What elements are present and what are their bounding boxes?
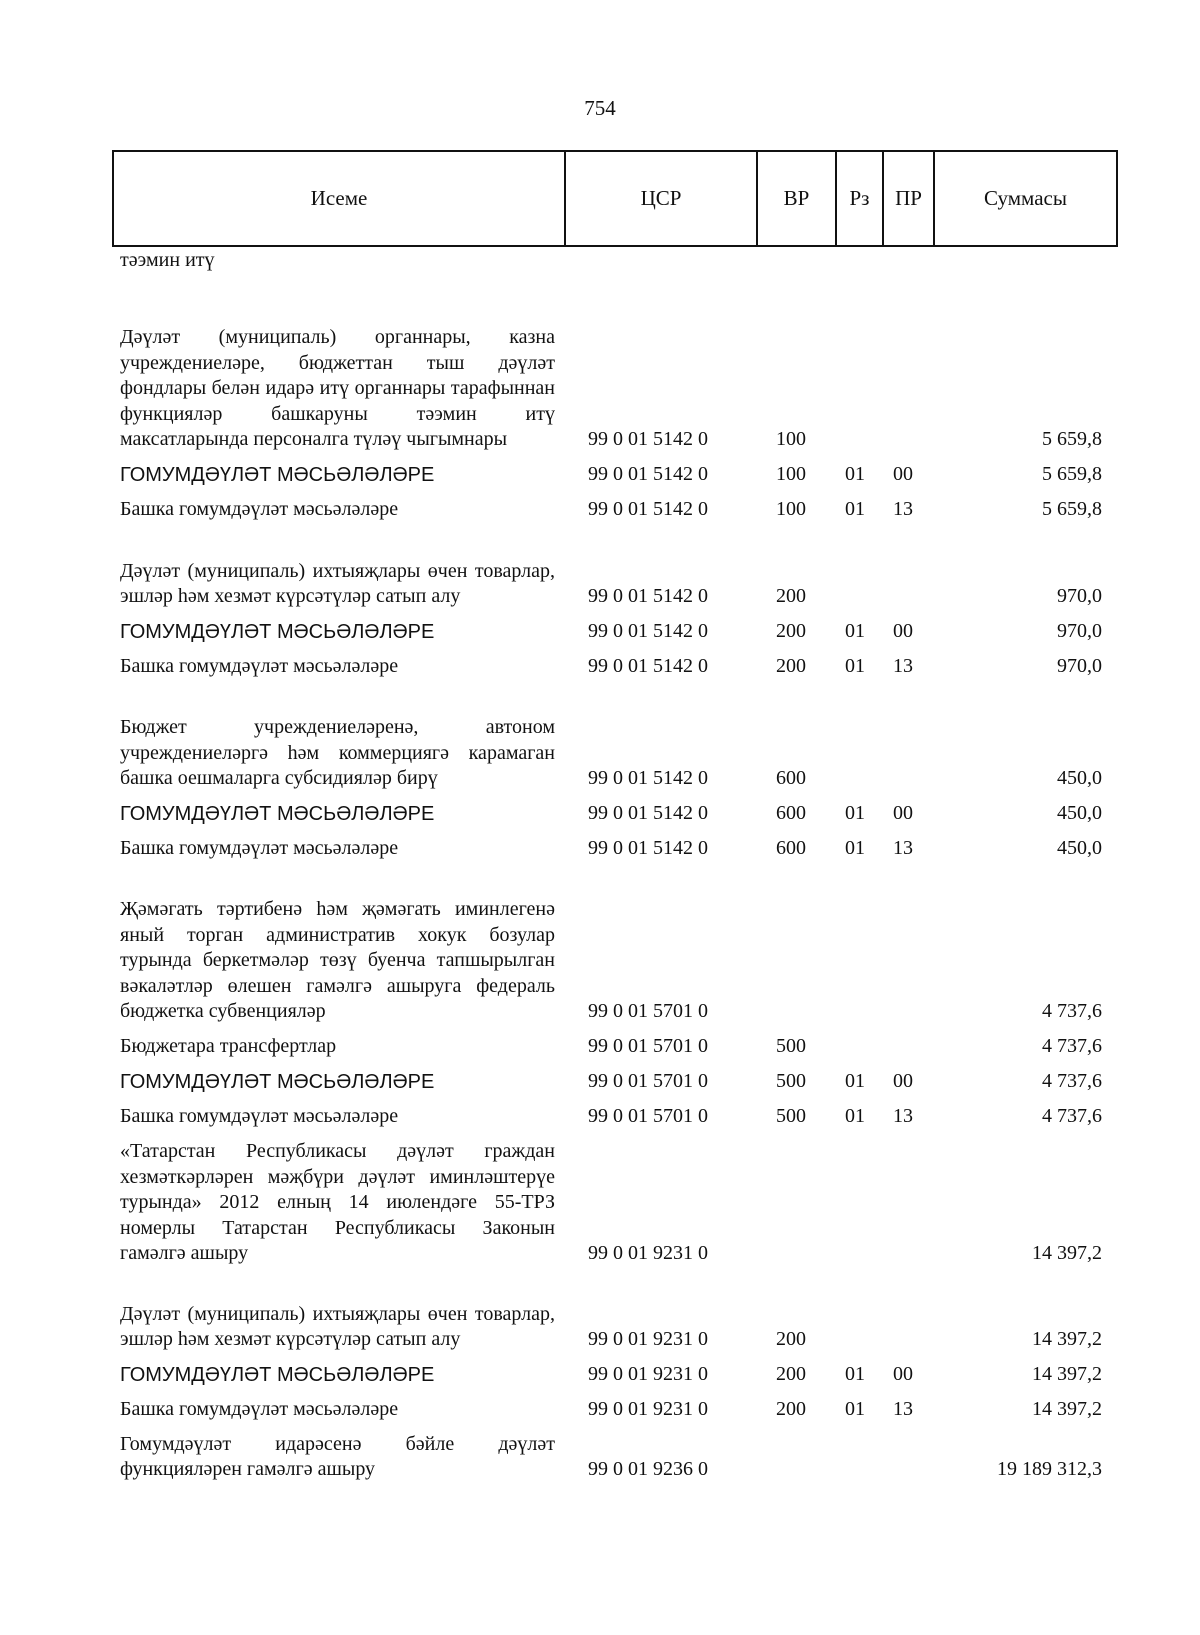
row-name: Дәүләт (муниципаль) ихтыяҗлары өчен товарлар, эшләр һәм хезмәт күрсәтүләр сатып алу	[120, 1302, 555, 1351]
row-vr: 200	[776, 620, 806, 643]
row-vr: 200	[776, 1328, 806, 1351]
row-sum: 4 737,6	[1042, 1070, 1102, 1093]
row-sum: 4 737,6	[1042, 1000, 1102, 1023]
header-sum: Суммасы	[984, 186, 1067, 210]
row-sum: 450,0	[1057, 837, 1102, 860]
table-row	[0, 488, 1200, 523]
row-rz: 01	[845, 1363, 865, 1386]
row-sum: 5 659,8	[1042, 498, 1102, 521]
table-row	[0, 453, 1200, 488]
row-vr: 500	[776, 1070, 806, 1093]
row-vr: 600	[776, 767, 806, 790]
row-sum: 4 737,6	[1042, 1105, 1102, 1128]
table-row	[0, 1267, 1200, 1353]
table-header	[112, 150, 1118, 247]
row-pr: 00	[893, 1363, 913, 1386]
row-sum: 14 397,2	[1032, 1242, 1102, 1265]
row-sum: 970,0	[1057, 585, 1102, 608]
row-vr: 100	[776, 428, 806, 451]
row-sum: 450,0	[1057, 767, 1102, 790]
row-sum: 4 737,6	[1042, 1035, 1102, 1058]
table-row	[0, 1095, 1200, 1130]
row-name: тәэмин итү	[120, 249, 215, 272]
row-csr: 99 0 01 5142 0	[588, 802, 708, 825]
row-rz: 01	[845, 1398, 865, 1421]
row-csr: 99 0 01 5142 0	[588, 585, 708, 608]
row-rz: 01	[845, 1070, 865, 1093]
row-sum: 5 659,8	[1042, 463, 1102, 486]
row-vr: 200	[776, 1363, 806, 1386]
page-number: 754	[584, 96, 616, 120]
row-vr: 600	[776, 837, 806, 860]
table-row	[0, 523, 1200, 610]
row-rz: 01	[845, 498, 865, 521]
row-name: Җәмәгать тәртибенә һәм җәмәгать иминлегенә яный торган административ хокук бозулар турында беркетмәләр төзү буенча тапшырылган вәкаләтләр өлешен гамәлгә ашыруга федераль бюджетка субвенцияләр	[120, 898, 555, 1023]
row-name: ГОМУМДӘҮЛӘТ МӘСЬӘЛӘЛӘРЕ	[120, 1071, 435, 1093]
row-name: Гомумдәүләт идарәсенә бәйле дәүләт функцияләрен гамәлгә ашыру	[120, 1432, 555, 1481]
row-rz: 01	[845, 837, 865, 860]
row-csr: 99 0 01 5142 0	[588, 655, 708, 678]
row-sum: 970,0	[1057, 620, 1102, 643]
row-pr: 00	[893, 802, 913, 825]
table-row	[0, 1388, 1200, 1423]
table-row	[0, 1025, 1200, 1060]
table-row	[0, 610, 1200, 645]
row-pr: 13	[893, 1105, 913, 1128]
table-body	[0, 250, 1200, 1483]
row-csr: 99 0 01 9236 0	[588, 1458, 708, 1481]
row-rz: 01	[845, 1105, 865, 1128]
row-name: Дәүләт (муниципаль) органнары, казна учреждениеләре, бюджеттан тыш дәүләт фондлары белән идарә итү органнары тарафыннан функцияләр башкаруны тәэмин итү максатларында персоналга түләү чыгымнары	[120, 326, 555, 451]
table-row	[0, 1423, 1200, 1483]
row-pr: 13	[893, 498, 913, 521]
row-name: «Татарстан Республикасы дәүләт граждан хезмәткәрләрен мәҗбүри дәүләт иминләштерүе турында» 2012 елның 14 июлендәге 55-ТРЗ номерлы Татарстан Республикасы Законын гамәлгә ашыру	[120, 1140, 555, 1265]
row-csr: 99 0 01 5142 0	[588, 463, 708, 486]
row-csr: 99 0 01 5142 0	[588, 767, 708, 790]
row-sum: 14 397,2	[1032, 1363, 1102, 1386]
row-csr: 99 0 01 5701 0	[588, 1070, 708, 1093]
table-row	[0, 792, 1200, 827]
row-csr: 99 0 01 9231 0	[588, 1328, 708, 1351]
row-vr: 200	[776, 585, 806, 608]
row-sum: 970,0	[1057, 655, 1102, 678]
header-pr: ПР	[884, 152, 935, 245]
header-name: Исеме	[114, 152, 566, 245]
header-csr: ЦСР	[566, 152, 758, 245]
row-pr: 13	[893, 837, 913, 860]
header-vr: ВР	[758, 152, 837, 245]
row-csr: 99 0 01 5142 0	[588, 620, 708, 643]
row-name: Башка гомумдәүләт мәсьәләләре	[120, 498, 399, 521]
row-name: Башка гомумдәүләт мәсьәләләре	[120, 655, 399, 678]
row-vr: 500	[776, 1035, 806, 1058]
row-csr: 99 0 01 5142 0	[588, 498, 708, 521]
row-rz: 01	[845, 802, 865, 825]
row-rz: 01	[845, 620, 865, 643]
row-pr: 00	[893, 463, 913, 486]
row-rz: 01	[845, 463, 865, 486]
row-name: Бюджет учреждениеләренә, автоном учреждениеләргә һәм коммерциягә карамаган башка оешмаларга субсидияләр бирү	[120, 716, 555, 790]
row-vr: 500	[776, 1105, 806, 1128]
row-pr: 13	[893, 655, 913, 678]
table-row	[0, 827, 1200, 862]
row-name: Бюджетара трансфертлар	[120, 1035, 337, 1058]
table-row	[0, 274, 1200, 453]
row-csr: 99 0 01 5142 0	[588, 837, 708, 860]
row-name: Дәүләт (муниципаль) ихтыяҗлары өчен товарлар, эшләр һәм хезмәт күрсәтүләр сатып алу	[120, 559, 555, 608]
row-csr: 99 0 01 5701 0	[588, 1000, 708, 1023]
row-csr: 99 0 01 9231 0	[588, 1242, 708, 1265]
row-sum: 450,0	[1057, 802, 1102, 825]
row-vr: 600	[776, 802, 806, 825]
table-row	[0, 1060, 1200, 1095]
row-sum: 5 659,8	[1042, 428, 1102, 451]
row-pr: 13	[893, 1398, 913, 1421]
table-row	[0, 1353, 1200, 1388]
row-sum: 14 397,2	[1032, 1398, 1102, 1421]
table-row	[0, 680, 1200, 792]
row-name: ГОМУМДӘҮЛӘТ МӘСЬӘЛӘЛӘРЕ	[120, 621, 435, 643]
row-sum: 14 397,2	[1032, 1328, 1102, 1351]
row-rz: 01	[845, 655, 865, 678]
row-pr: 00	[893, 1070, 913, 1093]
row-name: ГОМУМДӘҮЛӘТ МӘСЬӘЛӘЛӘРЕ	[120, 464, 435, 486]
row-csr: 99 0 01 9231 0	[588, 1398, 708, 1421]
row-name: ГОМУМДӘҮЛӘТ МӘСЬӘЛӘЛӘРЕ	[120, 1364, 435, 1386]
row-name: Башка гомумдәүләт мәсьәләләре	[120, 1398, 399, 1421]
table-row	[0, 250, 1200, 274]
row-vr: 100	[776, 498, 806, 521]
row-vr: 200	[776, 1398, 806, 1421]
row-csr: 99 0 01 5701 0	[588, 1105, 708, 1128]
row-vr: 200	[776, 655, 806, 678]
header-rz: Рз	[837, 152, 884, 245]
row-name: Башка гомумдәүләт мәсьәләләре	[120, 1105, 399, 1128]
row-name: Башка гомумдәүләт мәсьәләләре	[120, 837, 399, 860]
row-vr: 100	[776, 463, 806, 486]
row-csr: 99 0 01 9231 0	[588, 1363, 708, 1386]
table-row	[0, 862, 1200, 1025]
table-row	[0, 645, 1200, 680]
row-sum: 19 189 312,3	[997, 1458, 1102, 1481]
row-name: ГОМУМДӘҮЛӘТ МӘСЬӘЛӘЛӘРЕ	[120, 803, 435, 825]
row-pr: 00	[893, 620, 913, 643]
row-csr: 99 0 01 5701 0	[588, 1035, 708, 1058]
table-row	[0, 1130, 1200, 1267]
row-csr: 99 0 01 5142 0	[588, 428, 708, 451]
